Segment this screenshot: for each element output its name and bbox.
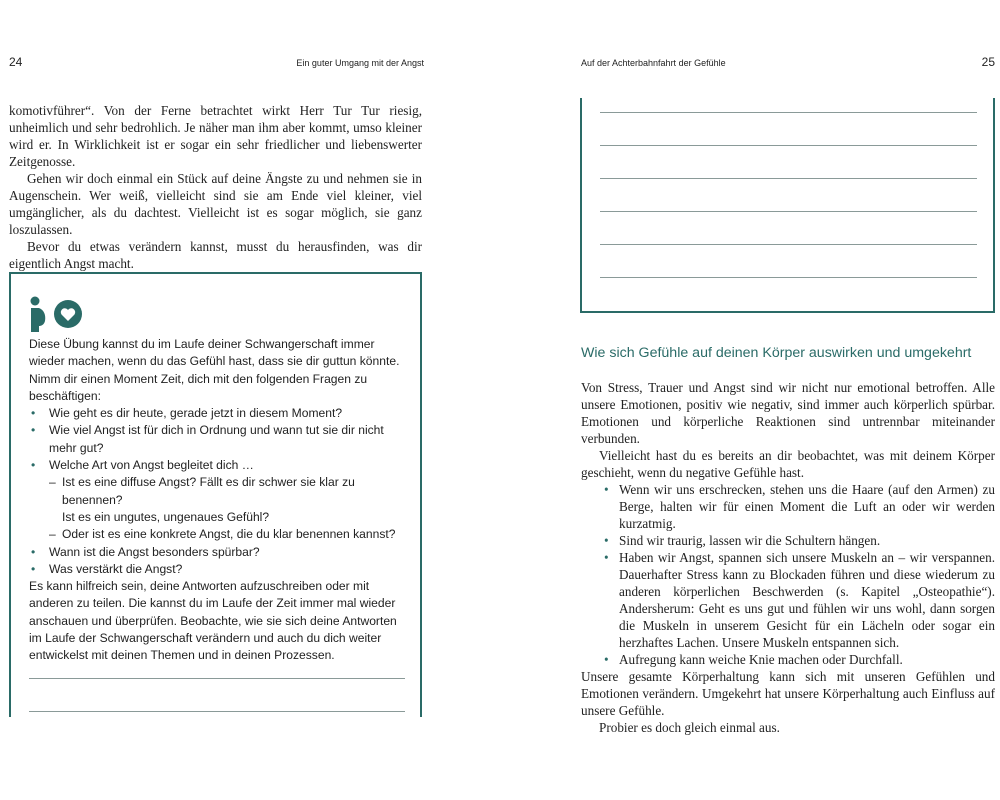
paragraph: Bevor du etwas verändern kannst, musst du herausfinden, was dir eigentlich Angst macht. [9,239,422,271]
paragraph: Von Stress, Trauer und Angst sind wir nicht nur emotional betroffen. Alle unsere Emotionen, positiv wie negativ, sind immer auch körperlich spürbar. Emotionen und körperliche Reaktionen sind untrennbar miteinander verbunden. [581,380,995,446]
writing-line[interactable] [600,277,977,278]
list-item: • Was verstärkt die Angst? [29,561,404,578]
heart-icon [53,299,83,329]
list-item: • Wie geht es dir heute, gerade jetzt in diesem Moment? [29,405,404,422]
exercise-intro: Diese Übung kannst du im Laufe deiner Schwangerschaft immer wieder machen, wenn du das Gefühl hast, dass sie dir guttun könnte. Nimm dir einen Moment Zeit, dich mit den folgenden Fragen zu beschäftigen: [29,337,400,403]
left-body-text [9,102,422,272]
paragraph: Probier es doch gleich einmal aus. [599,720,780,735]
exercise-icons [27,296,83,332]
writing-line[interactable] [29,711,405,712]
list-item: • Sind wir traurig, lassen wir die Schultern hängen. [581,532,995,549]
question-list [29,405,404,578]
sub-list-item: – Ist es eine diffuse Angst? Fällt es dir schwer sie klar zu benennen? [29,474,404,509]
list-item: • Aufregung kann weiche Knie machen oder Durchfall. [581,651,995,668]
writing-line[interactable] [600,244,977,245]
page-number-right: 25 [981,55,995,69]
exercise-text [29,336,404,665]
list-item: • Wie viel Angst ist für dich in Ordnung und wann tut sie dir nicht mehr gut? [29,422,404,457]
page-number-left: 24 [9,55,23,69]
writing-line[interactable] [600,178,977,179]
paragraph: Gehen wir doch einmal ein Stück auf deine Ängste zu und nehmen sie in Augenschein. Wer weiß, vielleicht sind sie am Ende viel kleiner, viel umgänglicher, als du dachtest. Vielleicht ist es sogar möglich, sie ganz loszulassen. [9,171,422,237]
section-heading: Wie sich Gefühle auf deinen Körper auswirken und umgekehrt [581,345,972,361]
bullet-list [581,481,995,668]
right-body-text [581,379,995,736]
list-item: • Welche Art von Angst begleitet dich … [29,457,404,474]
list-item: • Wann ist die Angst besonders spürbar? [29,544,404,561]
writing-line[interactable] [29,678,405,679]
writing-line[interactable] [600,112,977,113]
writing-line[interactable] [600,145,977,146]
paragraph: Unsere gesamte Körperhaltung kann sich mit unseren Gefühlen und Emotionen verändern. Umgekehrt hat unsere Körperhaltung auch Einfluss auf unsere Gefühle. [581,669,995,718]
running-title-left: Ein guter Umgang mit der Angst [296,58,424,68]
list-item: • Haben wir Angst, spannen sich unsere Muskeln an – wir verspannen. Dauerhafter Stress kann zu Blockaden führen und diese wiederum zu anderen körperlichen Beschwerden (s. Kapitel „Osteopathie“). Andersherum: Geht es uns gut und fühlen wir uns wohl, dann sorgen die Muskeln in unserem Gesicht für ein Lächeln oder sogar ein herzhaftes Lachen. Unsere Muskeln entspannen sich. [581,549,995,651]
paragraph: Vielleicht hast du es bereits an dir beobachtet, was mit deinem Körper geschieht, wenn du negative Gefühle hast. [581,448,995,480]
exercise-outro: Es kann hilfreich sein, deine Antworten aufzuschreiben oder mit anderen zu teilen. Die kannst du im Laufe der Zeit immer mal wieder anschauen und überprüfen. Beobachte, wie sie sich deine Antworten im Laufe der Schwangerschaft verändern und auch du dich weiter entwickelst mit deinen Themen und in deinen Prozessen. [29,579,397,663]
pregnant-woman-icon [27,296,47,332]
exercise-box [9,272,422,717]
writing-box [580,98,995,313]
paragraph: komotivführer“. Von der Ferne betrachtet wirkt Herr Tur Tur riesig, unheimlich und sehr bedrohlich. Je näher man ihm aber kommt, umso kleiner wird er. In Wirklichkeit ist er sogar ein sehr friedlicher und liebenswerter Zeitgenosse. [9,103,422,169]
sub-list-item: – Oder ist es eine konkrete Angst, die du klar benennen kannst? [29,526,404,543]
running-title-right: Auf der Achterbahnfahrt der Gefühle [581,58,726,68]
sub-list-item: Ist es ein ungutes, ungenaues Gefühl? [62,509,270,524]
right-page [500,0,1000,800]
writing-line[interactable] [600,211,977,212]
list-item: • Wenn wir uns erschrecken, stehen uns die Haare (auf den Armen) zu Berge, halten wir für einen Moment die Luft an oder wir werden kurzatmig. [581,481,995,532]
